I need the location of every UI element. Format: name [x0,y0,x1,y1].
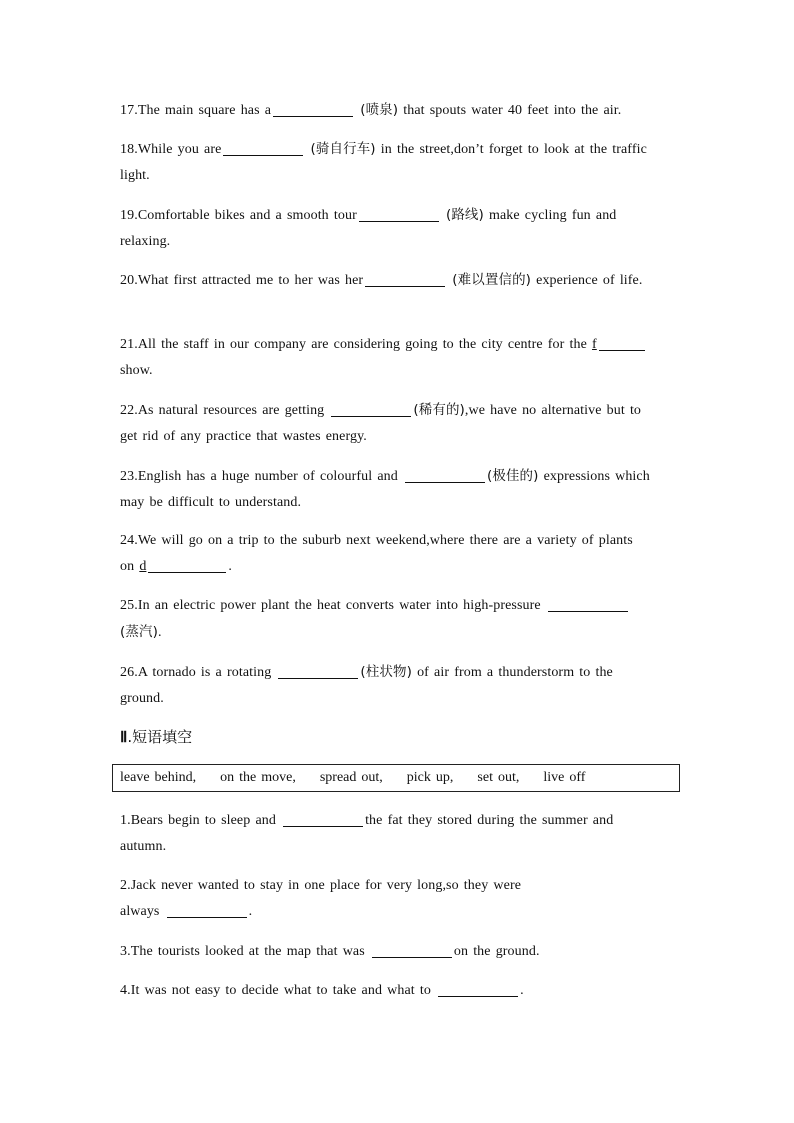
question-23: 23.English has a huge number of colourful and (极佳的) expressions which may be difficult to understand. [120,468,650,510]
question-number: 2. [120,878,131,893]
chinese-hint: (极佳的) [486,468,539,484]
first-letter-hint: d [139,559,147,574]
phrase-question-3: 3.The tourists looked at the map that was on the ground. [120,944,540,959]
phrase-item: pick up, [406,770,454,785]
answer-blank[interactable] [148,557,226,573]
first-letter-hint: f [592,337,597,352]
answer-blank[interactable] [278,663,358,679]
phrase-question-4: 4.It was not easy to decide what to take and what to . [120,983,524,998]
question-17: 17.The main square has a (喷泉) that spouts water 40 feet into the air. [120,102,622,118]
question-25: 25.In an electric power plant the heat converts water into high-pressure (蒸汽). [120,593,650,646]
question-number: 18. [120,142,138,157]
answer-blank[interactable] [167,902,247,918]
question-number: 23. [120,469,138,484]
question-number: 1. [120,813,131,828]
phrase-question-1: 1.Bears begin to sleep and the fat they stored during the summer and autumn. [120,813,614,854]
phrase-question-2: 2.Jack never wanted to stay in one place for very long,so they were always . [120,878,522,919]
question-18: 18.While you are (骑自行车) in the street,don’t forget to look at the traffic light. [120,141,647,183]
phrase-item: on the move, [220,770,296,785]
question-number: 25. [120,598,138,613]
question-number: 3. [120,944,131,959]
question-22: 22.As natural resources are getting (稀有的),we have no alternative but to get rid of any practice that wastes energy. [120,402,642,444]
answer-blank[interactable] [438,981,518,997]
question-number: 19. [120,208,138,223]
section-numeral: Ⅱ [120,730,128,746]
answer-blank[interactable] [365,271,445,287]
question-21: 21.All the staff in our company are considering going to the city centre for the f show. [120,332,650,384]
chinese-hint: (蒸汽) [120,624,158,640]
chinese-hint: (喷泉) [360,102,399,118]
phrase-bank [112,764,680,792]
chinese-hint: (稀有的) [413,402,465,418]
chinese-hint: (难以置信的) [452,272,532,288]
question-number: 4. [120,983,131,998]
question-19: 19.Comfortable bikes and a smooth tour (路线) make cycling fun and relaxing. [120,207,617,249]
question-number: 24. [120,533,138,548]
phrase-item: set out, [477,770,520,785]
question-number: 20. [120,273,138,288]
phrase-item: spread out, [319,770,383,785]
question-number: 22. [120,403,138,418]
answer-blank[interactable] [331,401,411,417]
answer-blank[interactable] [372,942,452,958]
chinese-hint: (路线) [445,207,484,223]
answer-blank[interactable] [223,140,303,156]
question-26: 26.A tornado is a rotating (柱状物) of air from a thunderstorm to the ground. [120,664,613,706]
section-heading: .短语填空 [127,728,193,746]
chinese-hint: (骑自行车) [310,141,376,157]
phrase-item: leave behind, [120,770,197,785]
answer-blank[interactable] [359,206,439,222]
answer-blank[interactable] [599,335,645,351]
question-number: 21. [120,337,138,352]
section-title [120,726,192,749]
answer-blank[interactable] [548,596,628,612]
answer-blank[interactable] [273,101,353,117]
phrase-item: live off [543,770,586,785]
chinese-hint: (柱状物) [360,664,412,680]
answer-blank[interactable] [283,811,363,827]
question-20: 20.What first attracted me to her was her (难以置信的) experience of life. [120,272,643,288]
answer-blank[interactable] [405,467,485,483]
question-24: 24.We will go on a trip to the suburb next weekend,where there are a variety of plants on d . [120,533,633,574]
question-number: 17. [120,103,138,118]
question-number: 26. [120,665,138,680]
